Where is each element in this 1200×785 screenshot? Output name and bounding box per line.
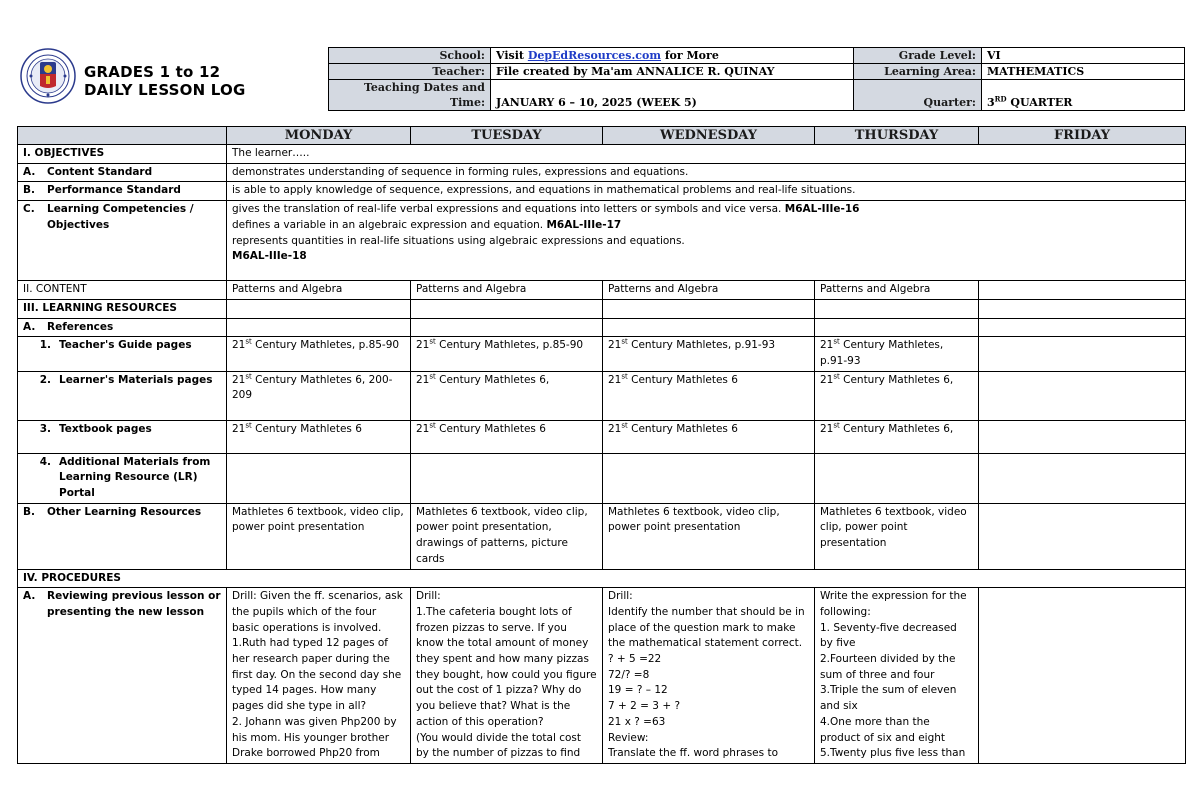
content-monday: Patterns and Algebra bbox=[227, 281, 411, 300]
learning-area-value: MATHEMATICS bbox=[982, 64, 1185, 80]
resources-label: III. LEARNING RESOURCES bbox=[18, 299, 227, 318]
content-standard-label: A. Content Standard bbox=[18, 163, 227, 182]
tb-wednesday: 21st Century Mathletes 6 bbox=[603, 420, 815, 453]
resources-row bbox=[18, 299, 1186, 318]
competency-code-17: M6AL-IIIe-17 bbox=[546, 218, 622, 231]
tg-tuesday: 21st Century Mathletes, p.85-90 bbox=[411, 337, 603, 371]
title-line-2: DAILY LESSON LOG bbox=[84, 81, 246, 99]
performance-standard-value: is able to apply knowledge of sequence, expressions, and equations in mathematical problems and real-life situations. bbox=[227, 182, 1186, 201]
lesson-log-table bbox=[17, 126, 1186, 764]
tb-monday: 21st Century Mathletes 6 bbox=[227, 420, 411, 453]
teaching-dates-label: Teaching Dates and Time: bbox=[329, 80, 491, 111]
textbook-row bbox=[18, 420, 1186, 453]
content-friday bbox=[979, 281, 1186, 300]
procedures-row bbox=[18, 569, 1186, 588]
other-resources-row bbox=[18, 503, 1186, 569]
textbook-label: 3. Textbook pages bbox=[18, 420, 227, 453]
deped-seal-logo bbox=[20, 48, 76, 104]
day-wednesday: WEDNESDAY bbox=[603, 127, 815, 145]
grade-level-value: VI bbox=[982, 48, 1185, 64]
lm-friday bbox=[979, 371, 1186, 420]
corner-cell bbox=[18, 127, 227, 145]
learners-materials-row bbox=[18, 371, 1186, 420]
content-standard-row bbox=[18, 163, 1186, 182]
tg-monday: 21st Century Mathletes, p.85-90 bbox=[227, 337, 411, 371]
review-row bbox=[18, 588, 1186, 764]
other-monday: Mathletes 6 textbook, video clip, power point presentation bbox=[227, 503, 411, 569]
lm-monday: 21st Century Mathletes 6, 200-209 bbox=[227, 371, 411, 420]
competency-code-18: M6AL-IIIe-18 bbox=[232, 250, 307, 263]
performance-standard-label: B. Performance Standard bbox=[18, 182, 227, 201]
references-label: A. References bbox=[18, 318, 227, 337]
competencies-value: gives the translation of real-life verbal expressions and equations into letters or symbols and vice versa. M6AL-IIIe-16 defines a variable in an algebraic expression and equation. M6AL-IIIe-17 represents quantities in real-life situations using algebraic expressions and equations. M6AL-IIIe-18 bbox=[227, 201, 1186, 281]
other-thursday: Mathletes 6 textbook, video clip, power point presentation bbox=[815, 503, 979, 569]
school-value: Visit DepEdResources.com for More bbox=[491, 48, 854, 64]
additional-materials-row bbox=[18, 453, 1186, 503]
tg-wednesday: 21st Century Mathletes, p.91-93 bbox=[603, 337, 815, 371]
lm-tuesday: 21st Century Mathletes 6, bbox=[411, 371, 603, 420]
title-line-1: GRADES 1 to 12 bbox=[84, 63, 221, 81]
day-tuesday: TUESDAY bbox=[411, 127, 603, 145]
tg-thursday: 21st Century Mathletes, p.91-93 bbox=[815, 337, 979, 371]
other-tuesday: Mathletes 6 textbook, video clip, power point presentation, drawings of patterns, picture cards bbox=[411, 503, 603, 569]
school-label: School: bbox=[329, 48, 491, 64]
content-row bbox=[18, 281, 1186, 300]
lm-wednesday: 21st Century Mathletes 6 bbox=[603, 371, 815, 420]
competencies-row bbox=[18, 201, 1186, 281]
competencies-label: C. Learning Competencies / Objectives bbox=[18, 201, 227, 281]
learning-area-label: Learning Area: bbox=[854, 64, 982, 80]
content-thursday: Patterns and Algebra bbox=[815, 281, 979, 300]
day-thursday: THURSDAY bbox=[815, 127, 979, 145]
objectives-value: The learner….. bbox=[227, 145, 1186, 164]
procedures-label: IV. PROCEDURES bbox=[18, 569, 1186, 588]
review-monday: Drill: Given the ff. scenarios, ask the pupils which of the four basic operations is involved. 1.Ruth had typed 12 pages of her research paper during the first day. On the second day she typed 14 pages. How many pages did she type in all? 2. Johann was given Php200 by his mom. His younger brother Drake borrowed Php20 from bbox=[227, 588, 411, 764]
quarter-label: Quarter: bbox=[854, 80, 982, 111]
learners-materials-label: 2. Learner's Materials pages bbox=[18, 371, 227, 420]
day-monday: MONDAY bbox=[227, 127, 411, 145]
content-wednesday: Patterns and Algebra bbox=[603, 281, 815, 300]
content-tuesday: Patterns and Algebra bbox=[411, 281, 603, 300]
grade-level-label: Grade Level: bbox=[854, 48, 982, 64]
teaching-dates-value: JANUARY 6 – 10, 2025 (WEEK 5) bbox=[491, 80, 854, 111]
other-friday bbox=[979, 503, 1186, 569]
review-label: A. Reviewing previous lesson or presenting the new lesson bbox=[18, 588, 227, 764]
document-title bbox=[84, 63, 246, 99]
teacher-value: File created by Ma'am ANNALICE R. QUINAY bbox=[491, 64, 854, 80]
review-friday bbox=[979, 588, 1186, 764]
tb-tuesday: 21st Century Mathletes 6 bbox=[411, 420, 603, 453]
review-wednesday: Drill: Identify the number that should be in place of the question mark to make the mathematical statement correct. ? + 5 =22 72/? =8 19 = ? – 12 7 + 2 = 3 + ? 21 x ? =63 Review: Translate the ff. word phrases to bbox=[603, 588, 815, 764]
teachers-guide-label: 1. Teacher's Guide pages bbox=[18, 337, 227, 371]
day-friday: FRIDAY bbox=[979, 127, 1186, 145]
quarter-value: 3RD QUARTER bbox=[982, 80, 1185, 111]
review-tuesday: Drill: 1.The cafeteria bought lots of frozen pizzas to serve. If you know the total amount of money they spent and how many pizzas they bought, how could you figure out the cost of 1 pizza? Why do you believe that? What is the action of this operation? (You would divide the total cost by the number of pizzas to find bbox=[411, 588, 603, 764]
tb-friday bbox=[979, 420, 1186, 453]
competency-code-16: M6AL-IIIe-16 bbox=[784, 203, 860, 216]
objectives-label: I. OBJECTIVES bbox=[18, 145, 227, 164]
content-standard-value: demonstrates understanding of sequence in forming rules, expressions and equations. bbox=[227, 163, 1186, 182]
lm-thursday: 21st Century Mathletes 6, bbox=[815, 371, 979, 420]
content-label: II. CONTENT bbox=[18, 281, 227, 300]
additional-materials-label: 4. Additional Materials from Learning Resource (LR) Portal bbox=[18, 453, 227, 503]
objectives-row bbox=[18, 145, 1186, 164]
teacher-label: Teacher: bbox=[329, 64, 491, 80]
tg-friday bbox=[979, 337, 1186, 371]
header-info-table bbox=[328, 47, 1185, 111]
deped-resources-link[interactable]: DepEdResources.com bbox=[527, 49, 661, 62]
performance-standard-row bbox=[18, 182, 1186, 201]
teachers-guide-row bbox=[18, 337, 1186, 371]
review-thursday: Write the expression for the following: 1. Seventy-five decreased by five 2.Fourteen divided by the sum of three and four 3.Triple the sum of eleven and six 4.One more than the product of six and eight 5.Twenty plus five less than bbox=[815, 588, 979, 764]
tb-thursday: 21st Century Mathletes 6, bbox=[815, 420, 979, 453]
references-row bbox=[18, 318, 1186, 337]
other-resources-label: B. Other Learning Resources bbox=[18, 503, 227, 569]
other-wednesday: Mathletes 6 textbook, video clip, power point presentation bbox=[603, 503, 815, 569]
day-header-row bbox=[18, 127, 1186, 145]
